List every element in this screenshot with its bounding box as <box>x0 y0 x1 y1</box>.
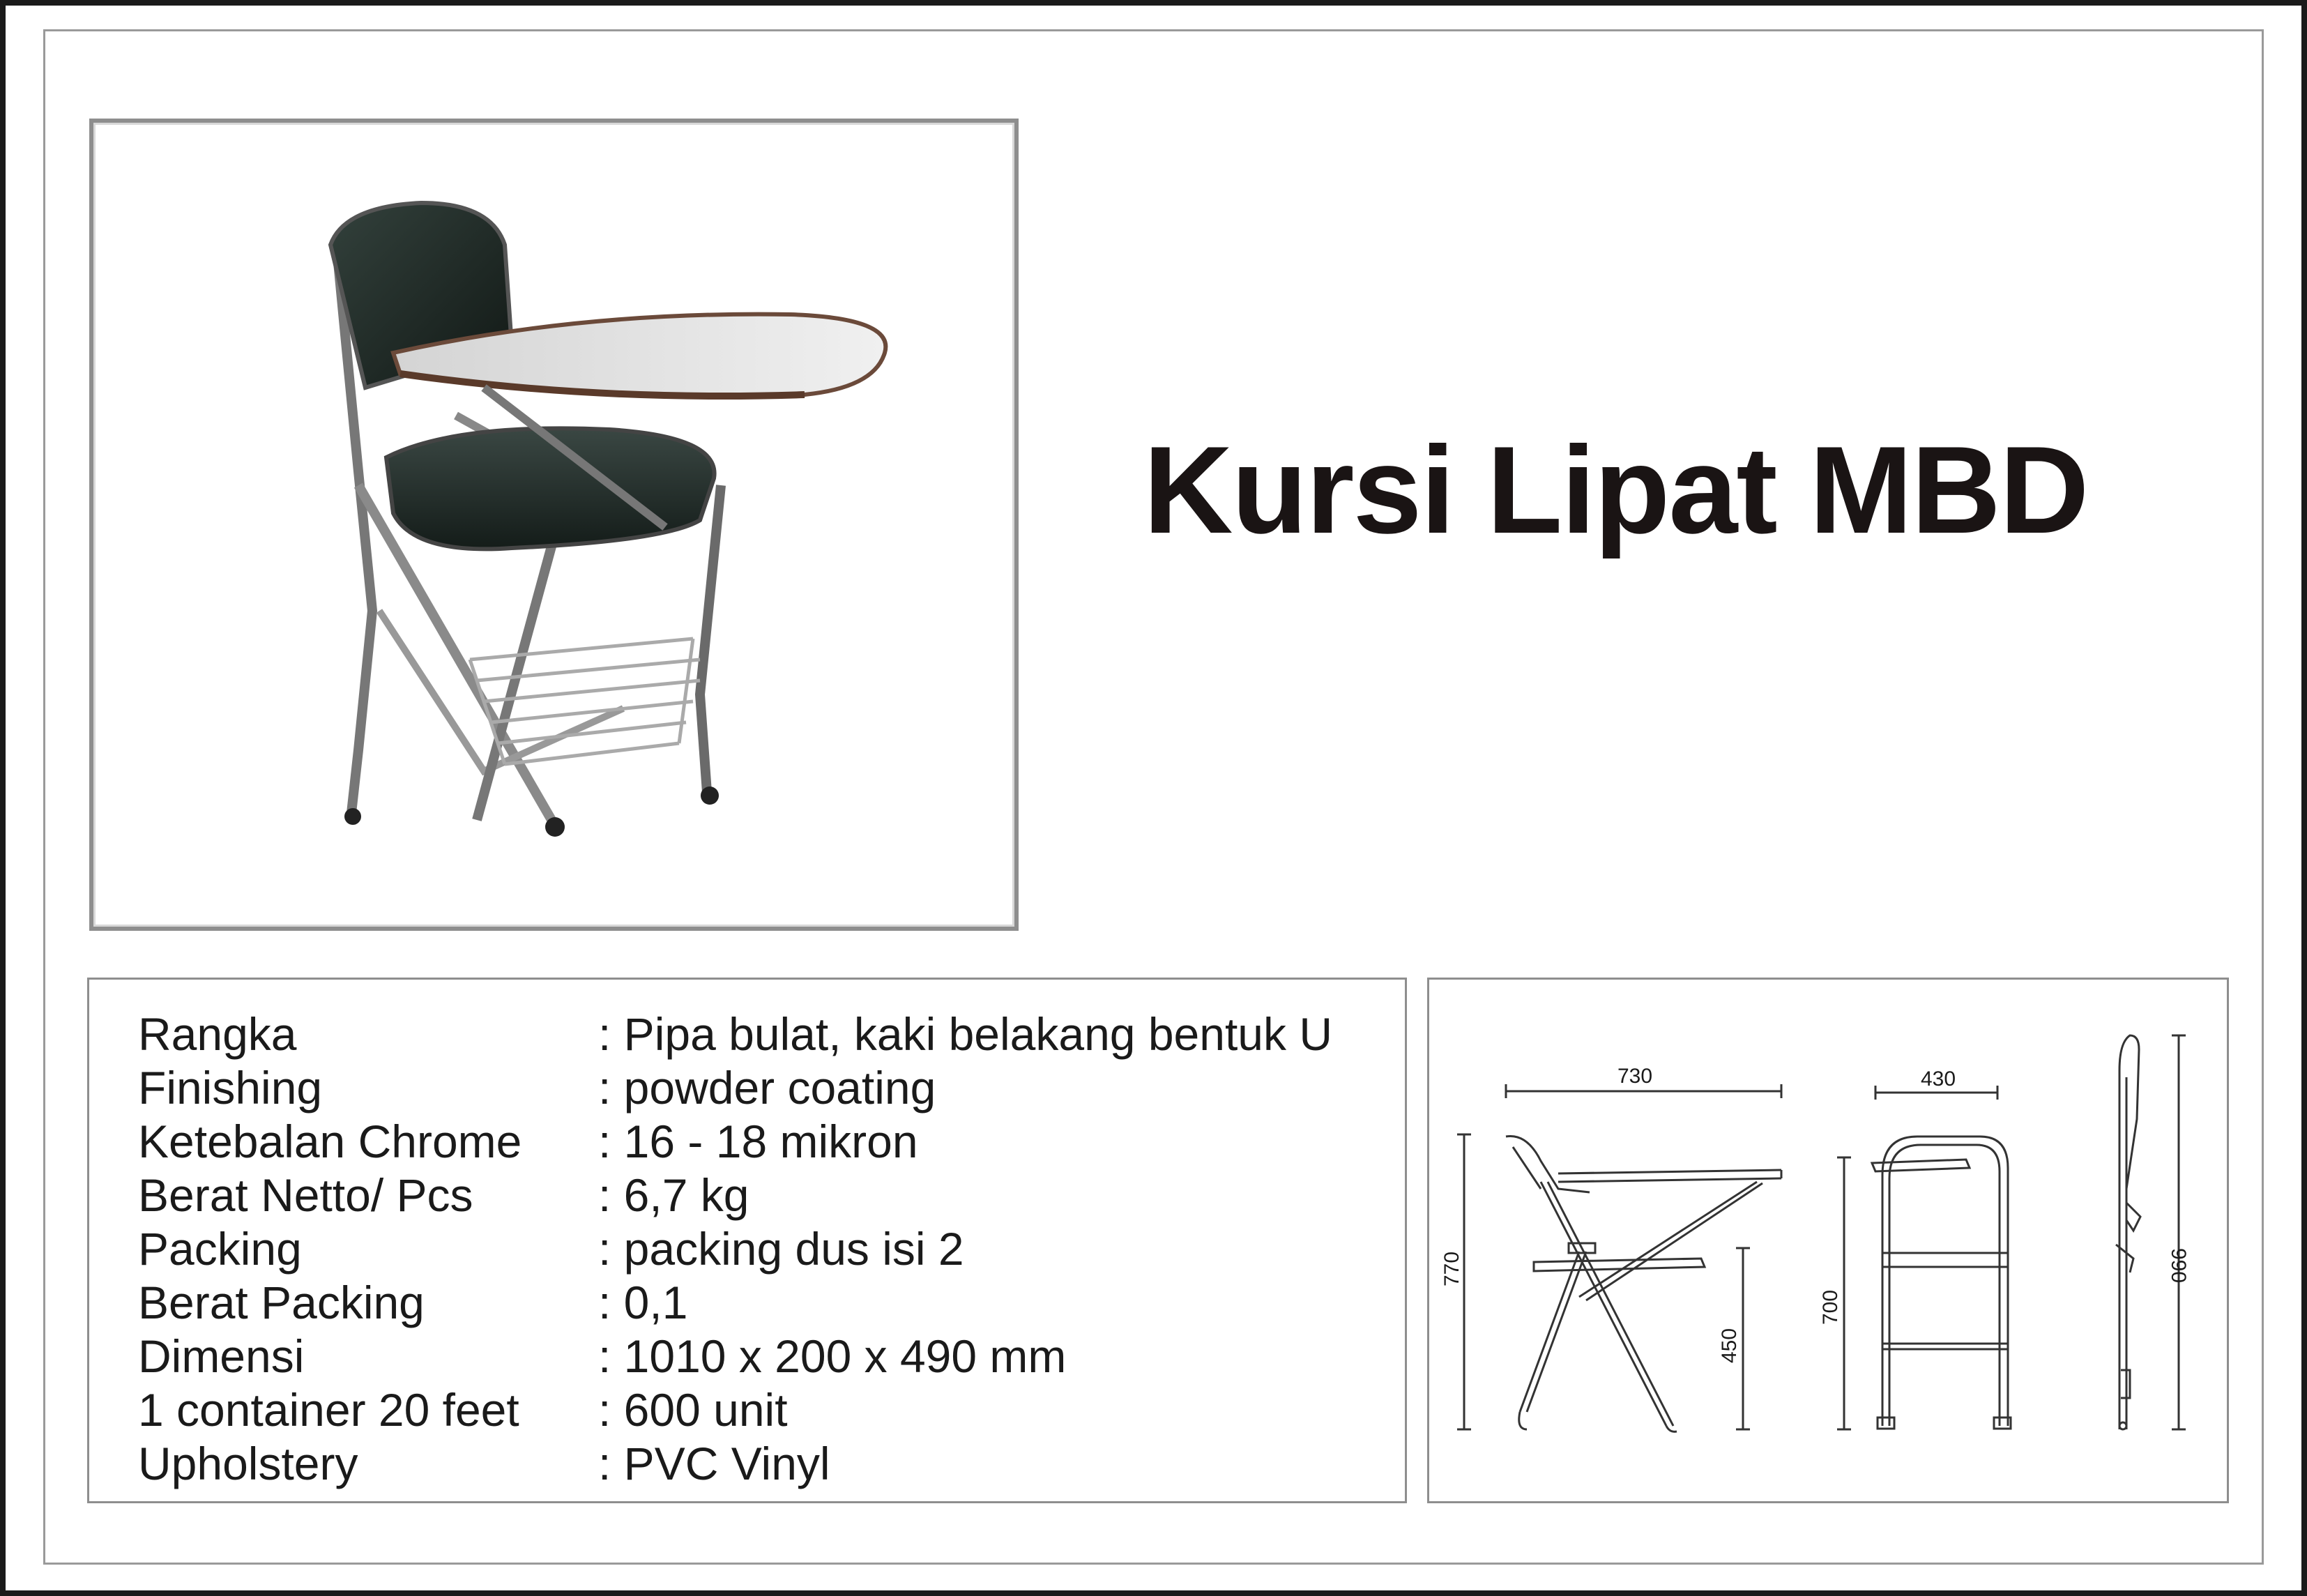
spec-label: Rangka <box>138 1008 297 1060</box>
spec-label: Berat Netto/ Pcs <box>138 1169 473 1221</box>
dimension-label: 990 <box>2167 1248 2190 1284</box>
spec-label: Upholstery <box>138 1438 358 1489</box>
spec-value: : 6,7 kg <box>598 1169 749 1221</box>
spec-value: : PVC Vinyl <box>598 1438 830 1489</box>
spec-value: : powder coating <box>598 1062 936 1114</box>
spec-label: Ketebalan Chrome <box>138 1116 522 1167</box>
spec-label: Berat Packing <box>138 1277 425 1328</box>
spec-value: : 16 - 18 mikron <box>598 1116 918 1167</box>
dimension-label: 730 <box>1617 1065 1653 1088</box>
dimension-label: 700 <box>1819 1289 1842 1325</box>
spec-value: : 600 unit <box>598 1384 788 1436</box>
spec-label: Packing <box>138 1223 302 1275</box>
product-photo <box>89 119 1019 931</box>
technical-drawing <box>1427 978 2229 1503</box>
specification-table <box>87 978 1407 1503</box>
spec-label: 1 container 20 feet <box>138 1384 519 1436</box>
dimension-label: 430 <box>1921 1067 1956 1090</box>
spec-label: Dimensi <box>138 1330 305 1382</box>
spec-value: : 1010 x 200 x 490 mm <box>598 1330 1067 1382</box>
spec-value: : 0,1 <box>598 1277 688 1328</box>
dimension-label: 770 <box>1440 1251 1463 1286</box>
spec-value: : packing dus isi 2 <box>598 1223 964 1275</box>
spec-label: Finishing <box>138 1062 323 1114</box>
chair-illustration <box>93 123 1014 927</box>
dimension-label: 450 <box>1718 1328 1741 1363</box>
dimension-drawing <box>1429 980 2227 1501</box>
spec-value: : Pipa bulat, kaki belakang bentuk U <box>598 1008 1333 1060</box>
product-title: Kursi Lipat MBD <box>1143 420 2088 559</box>
